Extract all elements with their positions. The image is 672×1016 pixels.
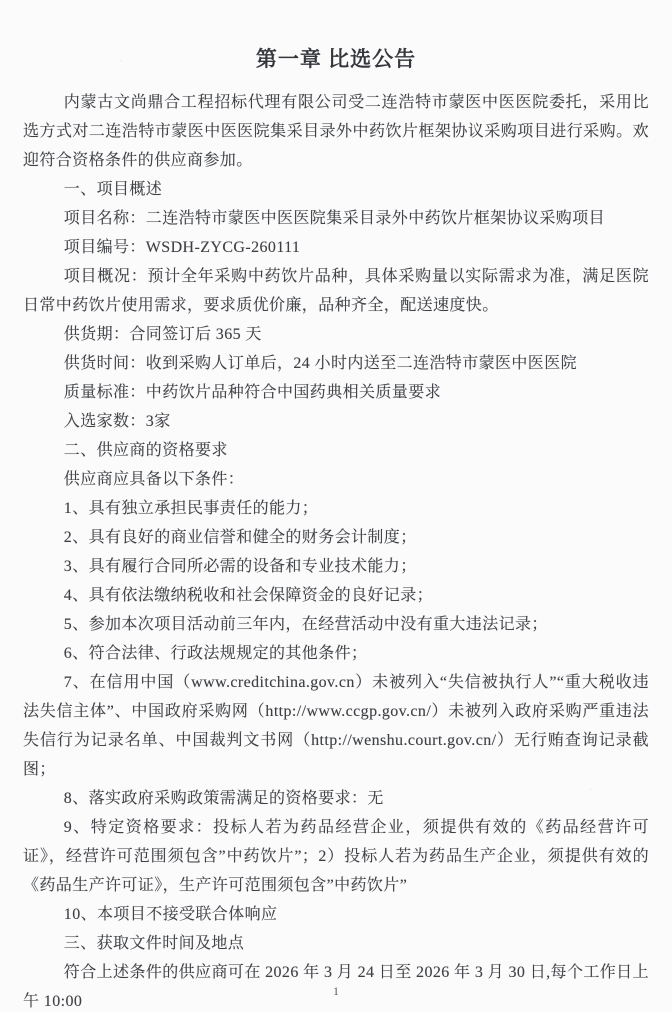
line-obtain-documents: 符合上述条件的供应商可在 2026 年 3 月 24 日至 2026 年 3 月 30 日,每个工作日上午 10:00	[23, 964, 649, 1010]
requirement-item-9: 9、特定资格要求：投标人若为药品经营企业，须提供有效的《药品经营许可证》，经营许可范围须包含”中药饮片”；2）投标人若为药品生产企业，须提供有效的《药品生产许可证》，生产许可范围须包含”中药饮片”	[23, 819, 649, 894]
line-supply-period: 供货期：合同签订后 365 天	[63, 326, 262, 343]
requirement-item-8: 8、落实政府采购政策需满足的资格要求：无	[63, 790, 384, 807]
page-title: 第一章 比选公告	[255, 47, 417, 71]
heading-section-3: 三、获取文件时间及地点	[63, 935, 245, 952]
line-quality-standard: 质量标准：中药饮片品种符合中国药典相关质量要求	[63, 384, 441, 401]
line-selected-count: 入选家数：3家	[63, 413, 171, 430]
heading-section-2: 二、供应商的资格要求	[63, 442, 228, 459]
requirement-item-4: 4、具有依法缴纳税收和社会保障资金的良好记录；	[63, 587, 433, 604]
requirement-item-3: 3、具有履行合同所必需的设备和专业技术能力；	[63, 558, 417, 575]
requirement-item-5: 5、参加本次项目活动前三年内，在经营活动中没有重大违法记录；	[63, 616, 548, 633]
intro-paragraph: 内蒙古文尚鼎合工程招标代理有限公司受二连浩特市蒙医中医医院委托，采用比选方式对二连浩特市蒙医中医医院集采目录外中药饮片框架协议采购项目进行采购。欢迎符合资格条件的供应商参加。	[23, 94, 649, 169]
heading-section-1: 一、项目概述	[63, 181, 163, 198]
line-project-number: 项目编号：WSDH-ZYCG-260111	[63, 239, 301, 256]
line-supplier-conditions: 供应商应具备以下条件：	[63, 471, 245, 488]
line-project-name: 项目名称：二连浩特市蒙医中医医院集采目录外中药饮片框架协议采购项目	[63, 210, 605, 227]
page-number: 1	[333, 984, 339, 998]
requirement-item-6: 6、符合法律、行政法规规定的其他条件；	[63, 645, 368, 662]
requirement-item-2: 2、具有良好的商业信誉和健全的财务会计制度；	[63, 529, 417, 546]
requirement-item-1: 1、具有独立承担民事责任的能力；	[63, 500, 319, 517]
line-delivery-time: 供货时间：收到采购人订单后，24 小时内送至二连浩特市蒙医中医医院	[63, 355, 577, 372]
requirement-item-10: 10、本项目不接受联合体响应	[63, 906, 278, 923]
requirement-item-7: 7、在信用中国（www.creditchina.gov.cn）未被列入“失信被执行人”“重大税收违法失信主体”、中国政府采购网（http://www.ccgp.gov.cn/）未被列入政府采购严重违法失信行为记录名单、中国裁判文书网（http://wenshu.court.gov.cn/）无行贿查询记录截图；	[23, 674, 649, 778]
line-project-overview: 项目概况：预计全年采购中药饮片品种，具体采购量以实际需求为准，满足医院日常中药饮片使用需求，要求质优价廉，品种齐全，配送速度快。	[23, 268, 649, 314]
